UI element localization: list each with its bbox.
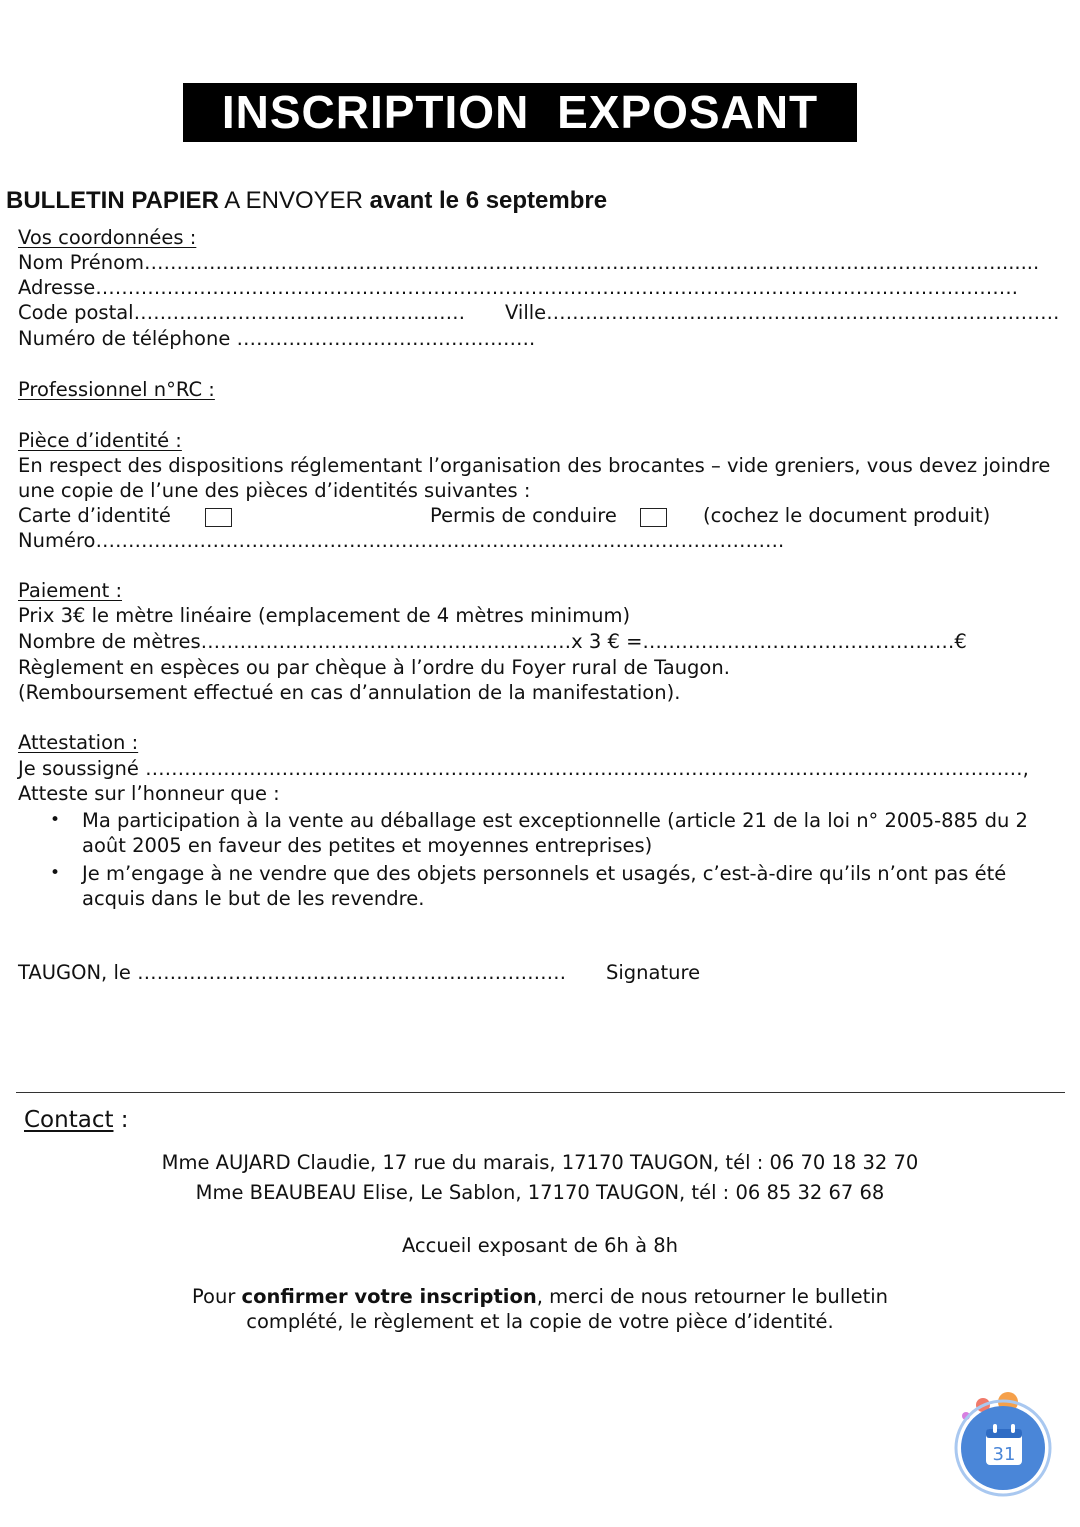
piece-text-line1: En respect des dispositions réglementant l’organisation des brocantes – vide greniers, vous devez joindre [18,454,1051,477]
ville-field: Ville……………………………………………………………………. [505,301,1060,324]
atteste-text: Atteste sur l’honneur que : [18,782,280,805]
contact-person-2: Mme BEAUBEAU Elise, Le Sablon, 17170 TAUGON, tél : 06 85 32 67 68 [195,1181,885,1204]
attestation-item-1-line2: août 2005 en faveur des petites et moyennes entreprises) [82,834,653,857]
subtitle-normal: A ENVOYER [218,187,370,214]
paiement-heading: Paiement : [18,579,123,602]
confirm-line-2: complété, le règlement et la copie de votre pièce d’identité. [246,1310,834,1333]
prix-text: Prix 3€ le mètre linéaire (emplacement de 4 mètres minimum) [18,604,631,627]
carte-identite-checkbox[interactable] [205,508,232,527]
professionnel-heading: Professionnel n°RC : [18,378,215,401]
attestation-item-2-line1: Je m’engage à ne vendre que des objets personnels et usagés, c’est-à-dire qu’ils n’ont pas été [82,862,1007,885]
numero-field: Numéro……………………………………………………………………………………………. [18,529,785,552]
nombre-metres-field: Nombre de mètres…………………………………………………x 3 € =…………………………………………€ [18,630,967,653]
confirm-bold: confirmer votre inscription [241,1285,537,1308]
confirm-pre: Pour [191,1285,242,1308]
calendar-logo[interactable] [950,1385,1060,1500]
piece-text-line2: une copie de l’une des pièces d’identités suivantes : [18,479,531,502]
coordonnees-heading: Vos coordonnées : [18,226,197,249]
attestation-item-1-line1: Ma participation à la vente au déballage est exceptionnelle (article 21 de la loi n° 2005-885 du 2 [82,809,1028,832]
bullet-icon: • [50,863,61,883]
calendar-day: 31 [992,1444,1016,1465]
nom-prenom-field: Nom Prénom……………………………………………………………………………………………………………………...... [18,251,1040,274]
attestation-item-2-line2: acquis dans le but de les revendre. [82,887,425,910]
divider [16,1092,1065,1093]
accueil-text: Accueil exposant de 6h à 8h [401,1234,679,1257]
carte-identite-label: Carte d’identité [18,504,171,527]
signature-label: Signature [606,961,701,984]
telephone-field: Numéro de téléphone ………………………………………. [18,327,536,350]
contact-person-1: Mme AUJARD Claudie, 17 rue du marais, 17170 TAUGON, tél : 06 70 18 32 70 [161,1151,919,1174]
piece-identite-heading: Pièce d’identité : [18,429,182,452]
bullet-icon: • [50,810,61,830]
contact-heading-colon: : [113,1107,129,1133]
contact-heading-label: Contact [24,1107,114,1133]
date-field: TAUGON, le ………………………………………………………… [18,961,567,984]
subtitle-bold-2: avant le 6 septembre [369,187,608,214]
subtitle [6,186,607,216]
attestation-heading: Attestation : [18,731,139,754]
calendar-icon [986,1424,1022,1465]
remboursement-text: (Remboursement effectué en cas d’annulation de la manifestation). [18,681,681,704]
page-title: INSCRIPTION EXPOSANT [183,83,857,142]
soussigne-field: Je soussigné ………………………………………………………………………………………………………………………, [18,757,1029,780]
confirm-post: , merci de nous retourner le bulletin [536,1285,889,1308]
subtitle-bold-1: BULLETIN PAPIER [6,187,219,214]
contact-heading [24,1105,129,1135]
reglement-text: Règlement en espèces ou par chèque à l’ordre du Foyer rural de Taugon. [18,656,730,679]
permis-conduire-label: Permis de conduire [430,504,617,527]
adresse-field: Adresse……………………………………………………………………………………………………………………………. [18,276,1018,299]
cochez-hint: (cochez le document produit) [703,504,991,527]
permis-conduire-checkbox[interactable] [640,508,667,527]
code-postal-field: Code postal…………………………………………… [18,301,466,324]
